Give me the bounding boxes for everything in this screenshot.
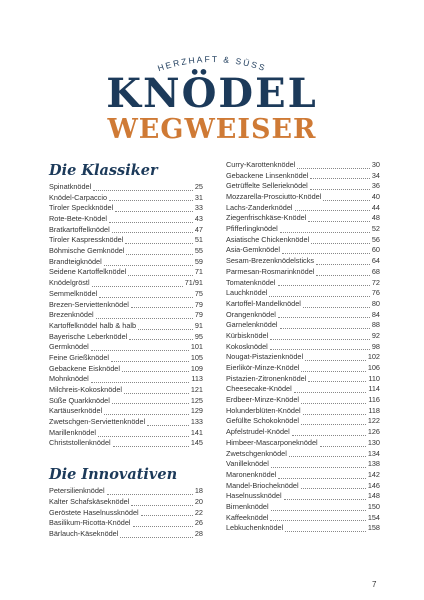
recipe-name: Tiroler Speckknödel — [49, 203, 114, 213]
recipe-name: Brandteigknödel — [49, 256, 102, 266]
recipe-list-innovativen — [49, 486, 203, 539]
page-ref: 134 — [367, 448, 380, 458]
page-ref: 18 — [194, 486, 203, 496]
toc-entry[interactable] — [49, 439, 203, 450]
recipe-name: Gefüllte Schokoknödel — [226, 416, 300, 426]
dot-leader — [308, 221, 370, 222]
page-ref: 138 — [367, 459, 380, 469]
recipe-name: Petersilienknödel — [49, 486, 105, 496]
recipe-name: Ziegenfrischkäse-Knödel — [226, 213, 307, 223]
recipe-name: Curry-Karottenknödel — [226, 159, 296, 169]
recipe-name: Semmelknödel — [49, 288, 98, 298]
toc-entry[interactable] — [226, 384, 380, 395]
dot-leader — [112, 403, 189, 404]
dot-leader — [133, 526, 193, 527]
toc-entry[interactable] — [49, 406, 203, 417]
dot-leader — [147, 425, 189, 426]
dot-leader — [301, 371, 365, 372]
dot-leader — [104, 265, 193, 266]
toc-entry[interactable] — [49, 300, 203, 311]
page-ref: 28 — [194, 528, 203, 538]
page-ref: 68 — [371, 266, 380, 276]
toc-entry[interactable] — [49, 508, 203, 519]
page-ref: 52 — [371, 224, 380, 234]
page-ref: 20 — [194, 496, 203, 506]
page-ref: 106 — [367, 363, 380, 373]
recipe-list-klassiker — [49, 182, 203, 449]
dot-leader — [284, 499, 366, 500]
page-ref: 133 — [190, 417, 203, 427]
page-number: 7 — [372, 580, 377, 589]
recipe-name: Lauchknödel — [226, 288, 268, 298]
recipe-name: Parmesan-Rosmarinknödel — [226, 266, 315, 276]
toc-entry[interactable] — [49, 182, 203, 193]
dot-leader — [303, 307, 370, 308]
recipe-name: Knödelgröstl — [49, 278, 90, 288]
recipe-name: Gebackene Linsenknödel — [226, 170, 309, 180]
toc-entry[interactable] — [226, 256, 380, 267]
dot-leader — [99, 297, 193, 298]
page-ref: 125 — [190, 395, 203, 405]
dot-leader — [109, 200, 193, 201]
toc-entry[interactable] — [226, 481, 380, 492]
toc-entry[interactable] — [226, 181, 380, 192]
toc-entry[interactable] — [226, 213, 380, 224]
toc-entry[interactable] — [49, 529, 203, 540]
page-ref: 146 — [367, 480, 380, 490]
dot-leader — [124, 393, 189, 394]
recipe-name: Mohnknödel — [49, 374, 89, 384]
dot-leader — [278, 285, 370, 286]
dot-leader — [113, 446, 189, 447]
recipe-name: Sesam-Brezenknödelsticks — [226, 256, 315, 266]
toc-entry[interactable] — [49, 203, 203, 214]
dot-leader — [323, 200, 370, 201]
dot-leader — [310, 189, 370, 190]
dot-leader — [131, 307, 193, 308]
toc-entry[interactable] — [226, 342, 380, 353]
toc-entry[interactable] — [49, 257, 203, 268]
page-ref: 91 — [194, 320, 203, 330]
toc-entry[interactable] — [49, 278, 203, 289]
page-ref: 122 — [367, 416, 380, 426]
dot-leader — [93, 190, 193, 191]
dot-leader — [269, 296, 369, 297]
toc-entry[interactable] — [226, 449, 380, 460]
toc-entry[interactable] — [49, 497, 203, 508]
toc-entry[interactable] — [226, 267, 380, 278]
dot-leader — [126, 254, 192, 255]
toc-entry[interactable] — [226, 299, 380, 310]
dot-leader — [109, 222, 193, 223]
page-ref: 113 — [191, 374, 203, 384]
recipe-name: Kaffeeknödel — [226, 512, 269, 522]
recipe-name: Birnenknödel — [226, 501, 269, 511]
toc-entry[interactable] — [226, 160, 380, 171]
page-ref: 31 — [194, 192, 203, 202]
dot-leader — [316, 264, 370, 265]
toc-entry[interactable] — [226, 417, 380, 428]
dot-leader — [280, 328, 370, 329]
dot-leader — [131, 505, 193, 506]
recipe-name: Bayerische Leberknödel — [49, 331, 128, 341]
dot-leader — [270, 339, 370, 340]
recipe-name: Kokosknödel — [226, 341, 268, 351]
page-ref: 98 — [371, 341, 380, 351]
dot-leader — [320, 446, 366, 447]
toc-entry[interactable] — [226, 459, 380, 470]
recipe-name: Vanilleknödel — [226, 459, 269, 469]
toc-entry[interactable] — [49, 353, 203, 364]
page-ref: 56 — [371, 234, 380, 244]
page-ref: 154 — [367, 512, 380, 522]
page-ref: 150 — [367, 501, 380, 511]
dot-leader — [297, 168, 370, 169]
dot-leader — [303, 414, 367, 415]
toc-entry[interactable] — [226, 331, 380, 342]
dot-leader — [92, 286, 183, 287]
page-ref: 118 — [368, 405, 380, 415]
recipe-name: Mozzarella-Prosciutto-Knödel — [226, 192, 322, 202]
recipe-name: Christstollenknödel — [49, 438, 111, 448]
page-ref: 148 — [367, 491, 380, 501]
toc-entry[interactable] — [49, 268, 203, 279]
dot-leader — [278, 478, 366, 479]
dot-leader — [98, 436, 189, 437]
dot-leader — [138, 329, 193, 330]
recipe-name: Kürbisknödel — [226, 330, 269, 340]
recipe-name: Cheesecake-Knödel — [226, 384, 292, 394]
toc-entry[interactable] — [226, 320, 380, 331]
recipe-name: Orangenknödel — [226, 309, 276, 319]
section-heading-innovativen: Die Innovativen — [49, 466, 178, 484]
recipe-name: Haselnussknödel — [226, 491, 282, 501]
page-ref: 34 — [371, 170, 380, 180]
toc-entry[interactable] — [49, 486, 203, 497]
page-ref: 22 — [194, 507, 203, 517]
page-ref: 130 — [367, 437, 380, 447]
dot-leader — [270, 349, 370, 350]
recipe-name: Germknödel — [49, 342, 89, 352]
page-ref: 116 — [368, 395, 380, 405]
page-ref: 64 — [371, 256, 380, 266]
toc-entry[interactable] — [226, 363, 380, 374]
toc-entry[interactable] — [49, 428, 203, 439]
page-ref: 71 — [194, 267, 203, 277]
toc-entry[interactable] — [226, 352, 380, 363]
tagline: HERZHAFT & SÜSS — [156, 53, 268, 74]
dot-leader — [91, 382, 190, 383]
dot-leader — [280, 232, 370, 233]
toc-entry[interactable] — [226, 470, 380, 481]
toc-entry[interactable] — [49, 342, 203, 353]
dot-leader — [129, 339, 193, 340]
page-ref: 30 — [371, 159, 380, 169]
dot-leader — [111, 361, 189, 362]
toc-entry[interactable] — [226, 513, 380, 524]
recipe-name: Pistazien-Zitronenknödel — [226, 373, 307, 383]
recipe-name: Kartoffelknödel halb & halb — [49, 320, 137, 330]
toc-entry[interactable] — [226, 310, 380, 321]
recipe-name: Erdbeer-Minze-Knödel — [226, 395, 300, 405]
page-ref: 36 — [371, 181, 380, 191]
page-ref: 109 — [190, 363, 203, 373]
recipe-name: Rote-Bete-Knödel — [49, 214, 108, 224]
recipe-name: Kartäuserknödel — [49, 406, 103, 416]
toc-entry[interactable] — [49, 225, 203, 236]
book-title: KNÖDEL — [106, 70, 318, 117]
dot-leader — [96, 318, 193, 319]
toc-entry[interactable] — [49, 374, 203, 385]
dot-leader — [107, 494, 193, 495]
page-ref: 129 — [190, 406, 203, 416]
recipe-list-right — [226, 160, 380, 534]
dot-leader — [292, 435, 366, 436]
dot-leader — [271, 467, 366, 468]
toc-entry[interactable] — [49, 246, 203, 257]
recipe-name: Pfifferlingknödel — [226, 224, 278, 234]
dot-leader — [278, 317, 370, 318]
recipe-name: Getrüffelte Sellerieknödel — [226, 181, 308, 191]
dot-leader — [301, 488, 366, 489]
recipe-name: Lachs-Zanderknödel — [226, 202, 293, 212]
toc-entry[interactable] — [226, 171, 380, 182]
recipe-name: Zwetschgen-Serviettenknödel — [49, 417, 146, 427]
recipe-name: Süße Quarkknödel — [49, 395, 110, 405]
page-ref: 126 — [367, 427, 380, 437]
page-ref: 95 — [194, 331, 203, 341]
recipe-name: Zwetschgenknödel — [226, 448, 287, 458]
recipe-name: Bratkartoffelknödel — [49, 224, 110, 234]
recipe-name: Spinatknödel — [49, 181, 92, 191]
toc-entry[interactable] — [226, 438, 380, 449]
toc-entry[interactable] — [49, 385, 203, 396]
page-ref: 110 — [368, 373, 380, 383]
page-ref: 76 — [371, 288, 380, 298]
page-ref: 60 — [371, 245, 380, 255]
recipe-name: Holunderblüten-Knödel — [226, 405, 301, 415]
page-ref: 59 — [194, 256, 203, 266]
toc-entry[interactable] — [49, 332, 203, 343]
dot-leader — [301, 403, 366, 404]
dot-leader — [120, 537, 193, 538]
page-ref: 79 — [194, 310, 203, 320]
dot-leader — [301, 424, 366, 425]
recipe-name: Gebackene Eisknödel — [49, 363, 120, 373]
book-subtitle: WEGWEISER — [107, 114, 317, 145]
page-ref: 75 — [194, 288, 203, 298]
toc-entry[interactable] — [226, 246, 380, 257]
recipe-name: Bärlauch-Käseknödel — [49, 528, 119, 538]
recipe-name: Maronenknödel — [226, 469, 277, 479]
dot-leader — [91, 350, 189, 351]
toc-entry[interactable] — [226, 406, 380, 417]
page-ref: 92 — [371, 330, 380, 340]
page-ref: 84 — [371, 309, 380, 319]
recipe-name: Tomatenknödel — [226, 277, 276, 287]
dot-leader — [289, 456, 366, 457]
page-ref: 102 — [367, 352, 380, 362]
toc-entry[interactable] — [226, 395, 380, 406]
page-ref: 80 — [371, 298, 380, 308]
toc-entry[interactable] — [226, 523, 380, 534]
book-title-block — [0, 48, 424, 144]
recipe-name: Asiatische Chickenknödel — [226, 234, 310, 244]
page-ref: 25 — [194, 181, 203, 191]
section-heading-klassiker: Die Klassiker — [49, 162, 158, 179]
toc-entry[interactable] — [226, 192, 380, 203]
recipe-name: Brezen-Serviettenknödel — [49, 299, 129, 309]
page-ref: 158 — [367, 523, 380, 533]
dot-leader — [271, 510, 366, 511]
page-ref: 142 — [367, 469, 380, 479]
dot-leader — [104, 414, 189, 415]
toc-entry[interactable] — [226, 491, 380, 502]
dot-leader — [282, 253, 370, 254]
page-ref: 40 — [371, 192, 380, 202]
toc-entry[interactable] — [226, 427, 380, 438]
toc-entry[interactable] — [49, 193, 203, 204]
toc-entry[interactable] — [49, 321, 203, 332]
page-ref: 145 — [190, 438, 203, 448]
page-ref: 72 — [371, 277, 380, 287]
page-ref: 114 — [368, 384, 380, 394]
page-ref: 88 — [371, 320, 380, 330]
toc-entry[interactable] — [49, 214, 203, 225]
toc-entry[interactable] — [226, 203, 380, 214]
toc-entry[interactable] — [226, 278, 380, 289]
dot-leader — [285, 531, 366, 532]
recipe-name: Himbeer-Mascarponeknödel — [226, 437, 318, 447]
right-column — [226, 160, 380, 534]
recipe-name: Lebkuchenknödel — [226, 523, 284, 533]
recipe-name: Asia-Gemknödel — [226, 245, 280, 255]
dot-leader — [112, 232, 193, 233]
dot-leader — [122, 371, 189, 372]
recipe-name: Böhmische Gemknödel — [49, 246, 125, 256]
recipe-name: Apfelstrudel-Knödel — [226, 427, 290, 437]
recipe-name: Tiroler Kaspressknödel — [49, 235, 124, 245]
dot-leader — [305, 360, 366, 361]
toc-entry[interactable] — [226, 502, 380, 513]
dot-leader — [294, 392, 367, 393]
toc-entry[interactable] — [49, 396, 203, 407]
toc-entry[interactable] — [226, 224, 380, 235]
dot-leader — [141, 515, 193, 516]
page-ref: 51 — [194, 235, 203, 245]
dot-leader — [311, 243, 370, 244]
toc-entry[interactable] — [49, 364, 203, 375]
dot-leader — [316, 275, 369, 276]
page-ref: 44 — [371, 202, 380, 212]
recipe-name: Nougat-Pistazienknödel — [226, 352, 304, 362]
page-ref: 43 — [194, 214, 203, 224]
page-ref: 47 — [194, 224, 203, 234]
page-ref: 55 — [194, 246, 203, 256]
recipe-name: Kartoffel-Mandelknödel — [226, 298, 301, 308]
toc-entry[interactable] — [49, 518, 203, 529]
recipe-name: Kalter Schafskäseknödel — [49, 496, 130, 506]
page-ref: 71/91 — [184, 278, 203, 288]
recipe-name: Eierlikör-Minze-Knödel — [226, 363, 300, 373]
page-ref: 121 — [190, 385, 203, 395]
page-ref: 26 — [194, 518, 203, 528]
toc-entry[interactable] — [49, 310, 203, 321]
recipe-name: Feine Grießknödel — [49, 352, 110, 362]
dot-leader — [125, 243, 193, 244]
toc-entry[interactable] — [226, 374, 380, 385]
toc-entry[interactable] — [49, 417, 203, 428]
left-column — [49, 160, 203, 540]
dot-leader — [270, 520, 365, 521]
toc-entry[interactable] — [226, 288, 380, 299]
recipe-name: Brezenknödel — [49, 310, 94, 320]
recipe-name: Basilikum-Ricotta-Knödel — [49, 518, 131, 528]
page-ref: 33 — [194, 203, 203, 213]
recipe-name: Marillenknödel — [49, 427, 97, 437]
recipe-name: Milchreis-Kokosknödel — [49, 385, 122, 395]
dot-leader — [115, 211, 193, 212]
page-ref: 141 — [190, 427, 203, 437]
toc-entry[interactable] — [49, 235, 203, 246]
page-ref: 105 — [190, 352, 203, 362]
recipe-name: Garnelenknödel — [226, 320, 278, 330]
page-ref: 101 — [190, 342, 203, 352]
dot-leader — [308, 381, 366, 382]
recipe-name: Knödel-Carpaccio — [49, 192, 108, 202]
dot-leader — [295, 210, 370, 211]
dot-leader — [128, 275, 193, 276]
dot-leader — [310, 178, 370, 179]
page-ref: 79 — [194, 299, 203, 309]
recipe-name: Mandel-Briocheknödel — [226, 480, 299, 490]
toc-entry[interactable] — [49, 289, 203, 300]
recipe-name: Geröstete Haselnussknödel — [49, 507, 139, 517]
recipe-name: Seidene Kartoffelknödel — [49, 267, 127, 277]
toc-entry[interactable] — [226, 235, 380, 246]
page-ref: 48 — [371, 213, 380, 223]
